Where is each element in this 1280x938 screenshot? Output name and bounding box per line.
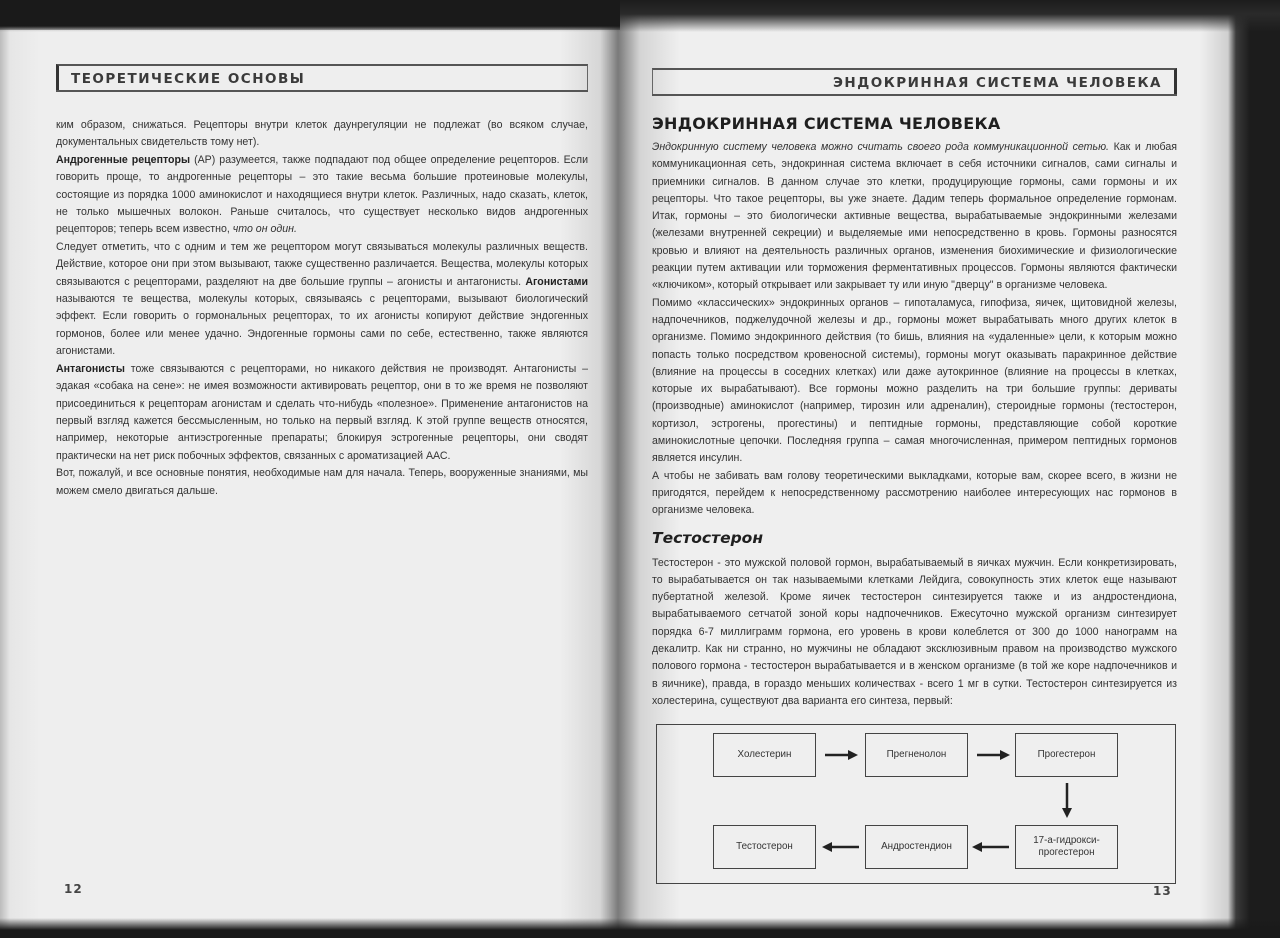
left-running-header <box>56 64 588 90</box>
left-page-number: 12 <box>64 882 83 896</box>
box-17-hydroxyprogesterone: 17-а-гидрокси-прогестерон <box>1015 825 1118 869</box>
right-body-2 <box>652 555 1177 711</box>
term-agonists: Агонистами <box>525 275 588 288</box>
box-androstenedione: Андростендион <box>865 825 968 869</box>
synthesis-diagram <box>656 724 1176 884</box>
right-paragraph-3: А чтобы не забивать вам голову теоретическими выкладками, которые вам, скорее всего, в жизни не пригодятся, перейдем к непосредственному рассмотрению наиболее интересующих нас гормонов в организме человека. <box>652 469 1177 517</box>
right-paragraph-1-text: Как и любая коммуникационная сеть, эндокринная система включает в себя источники сигналов, сами сигналы и приемники сигналов. В данном случае это клетки, продуцирующие гормоны, сами гормоны и их рецепторы. Что такое рецепторы, вы уже знаете. Дадим теперь формальное определение гормонам. Итак, гормоны – это биологически активные вещества, вырабатываемые эндокринными железами (железами внутренней секреции) и выделяемые ими непосредственно в кровь. Гормоны разносятся кровью и влияют на деятельность различных органов, изменения биохимические и физиологические реакции путем активации или торможения ферментативных процессов. Гормоны являются фактически «ключиком», который открывает или закрывает ту или иную "дверцу" в организме человека. <box>652 141 1177 292</box>
left-paragraph-4-text: тоже связываются с рецепторами, но никакого действия не производят. Антагонисты – эдакая «собака на сене»: не имея возможности активировать рецептор, они в то же время не позволяют присоединиться к рецепторам агонистам и сделать что-нибудь «полезное». Применение антагонистов на первый взгляд кажется бессмысленным, но только на первый взгляд. К этой группе веществ относятся, например, некоторые антиэстрогенные препараты; блокируя эстрогенные рецепторы, они сводят практически на нет риск побочных эффектов, связанных с ароматизацией ААС. <box>56 362 588 462</box>
right-paragraph-4: Тестостерон - это мужской половой гормон, вырабатываемый в яичках мужчин. Если конкретизировать, то вырабатывается он так называемыми клетками Лейдига, совокупность этих клеток еще называют пубертатной железой. Кроме яичек тестостерон синтезируется также и из андростендиона, вырабатываемого сетчатой зоной коры надпочечников. Ежесуточно мужской организм синтезирует порядка 6-7 миллиграмм гормона, его уровень в крови колеблется от 300 до 1000 нанограмм на декалитр. Как ни странно, но мужчины не обладают эксклюзивным правом на производство мужского полового гормона - тестостерон вырабатывается и в женском организме (в той же коре надпочечников и в яичнике), правда, в гораздо меньших количествах - всего 1 мг в сутки. Тестостерон синтезируется из холестерина, существуют два варианта его синтеза, первый: <box>652 556 1177 707</box>
left-paragraph-3-text-b: называются те вещества, молекулы которых, связываясь с рецепторами, вызывают биологический эффект. Если говорить о гормональных рецепторах, то их агонисты копируют действие эндогенных гормонов, более или менее удачно. Эндогенные гормоны сами по себе, естественно, также являются агонистами. <box>56 293 588 358</box>
left-paragraph-1: ким образом, снижаться. Рецепторы внутри клеток даунрегуляции не подлежат (во всяком случае, документальных свидетельств тому нет). <box>56 119 588 149</box>
right-paragraph-1-italic: Эндокринную систему человека можно считать своего рода коммуникационной сетью. <box>652 141 1109 153</box>
left-body <box>56 117 588 500</box>
box-testosterone: Тестостерон <box>713 825 816 869</box>
right-body <box>652 139 1177 520</box>
right-header-rule <box>652 94 1177 96</box>
left-paragraph-3-text-a: Следует отметить, что с одним и тем же рецептором могут связываться молекулы различных веществ. Действие, которое они при этом вызывают, также существенно различается. Вещества, молекулы которых связываются с рецепторами, разделяют на две большие группы – агонисты и антагонисты. <box>56 240 588 288</box>
term-antagonists: Антагонисты <box>56 362 125 375</box>
section-title-testosterone: Тестостерон <box>652 528 764 547</box>
left-paragraph-2-italic: что он один. <box>232 223 297 236</box>
box-progesterone: Прогестерон <box>1015 733 1118 777</box>
right-page <box>652 68 1177 710</box>
left-paragraph-4 <box>56 361 588 465</box>
scan-top-shadow-left <box>0 0 620 30</box>
right-page-number: 13 <box>1153 884 1172 898</box>
left-paragraph-2-text: (АР) разумеется, также подпадают под общее определение рецепторов. Если говорить проще, то андрогенные рецепторы – это такие весьма большие протеиновые молекулы, состоящие из порядка 1000 аминокислот и находящиеся внутри клеток. Различных, надо сказать, клеток, не только мышечных волокон. Раньше считалось, что существует несколько видов андрогенных рецепторов; теперь всем известно, <box>56 153 588 236</box>
chapter-title: ЭНДОКРИННАЯ СИСТЕМА ЧЕЛОВЕКА <box>652 114 1001 133</box>
term-androgen-receptors: Андрогенные рецепторы <box>56 153 191 166</box>
left-paragraph-2 <box>56 152 588 239</box>
left-header-rule <box>56 90 588 92</box>
left-paragraph-5: Вот, пожалуй, и все основные понятия, необходимые нам для начала. Теперь, вооруженные знаниями, мы можем смело двигаться дальше. <box>56 467 588 497</box>
right-paragraph-1 <box>652 139 1177 295</box>
box-cholesterol: Холестерин <box>713 733 816 777</box>
box-pregnenolone: Прегненолон <box>865 733 968 777</box>
left-page <box>56 64 588 500</box>
scan-bottom-shadow <box>0 918 1280 938</box>
right-paragraph-2: Помимо «классических» эндокринных органов – гипоталамуса, гипофиза, яичек, щитовидной железы, надпочечников, поджелудочной железы и др., гормоны может вырабатывать много других клеток в организме. Помимо эндокринного действия (то бишь, влияния на «удаленные» цели, к которым можно попасть только посредством кровеносной системы), гормоны могут оказывать паракринное действие (влияние на процессы в соседних клетках) или даже аутокринное (влияние на процессы в клетках, которые их вырабатывают). Все гормоны можно разделить на три большие группы: дериваты (производные) аминокислот (например, тирозин или адреналин), стероидные гормоны (тестостерон, кортизол, эстрогены, прогестины) и пептидные гормоны, представляющие собой короткие аминокислотные цепочки. Последняя группа – самая многочисленная, примером пептидных гормонов является инсулин. <box>652 296 1177 465</box>
right-header-title: ЭНДОКРИННАЯ СИСТЕМА ЧЕЛОВЕКА <box>832 75 1162 91</box>
left-header-title: ТЕОРЕТИЧЕСКИЕ ОСНОВЫ <box>71 71 306 87</box>
left-paragraph-3 <box>56 239 588 361</box>
right-running-header <box>652 68 1177 94</box>
